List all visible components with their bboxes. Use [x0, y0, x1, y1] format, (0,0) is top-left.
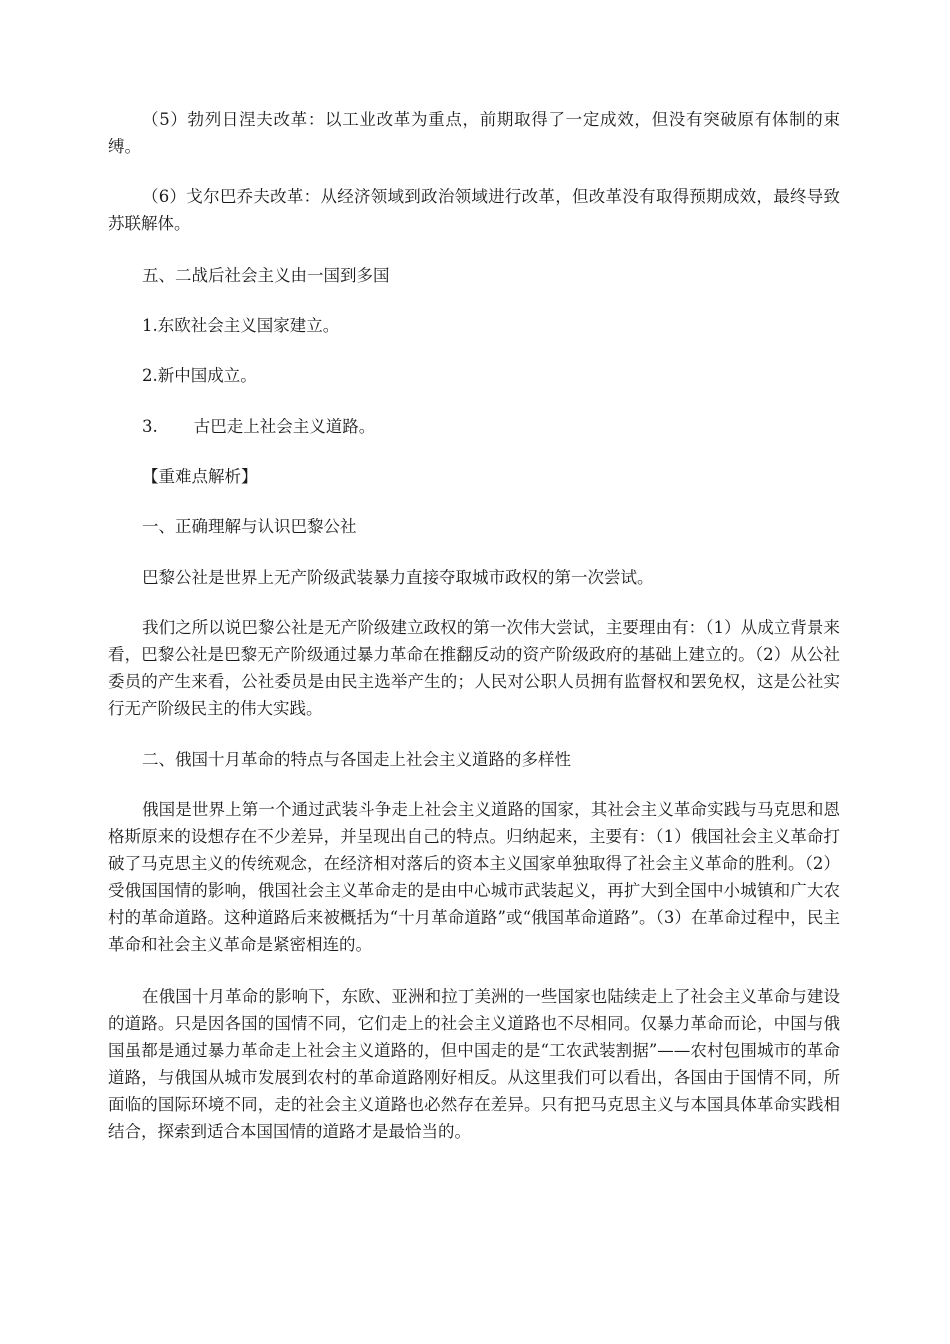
list-number: 3.: [142, 417, 158, 436]
list-item-new-china: 2.新中国成立。: [142, 366, 257, 385]
section-heading-one: 一、正确理解与认识巴黎公社: [142, 517, 357, 536]
list-item-eastern-europe: 1.东欧社会主义国家建立。: [142, 316, 340, 335]
list-item-cuba-text: 古巴走上社会主义道路。: [193, 417, 376, 436]
section-heading-five: 五、二战后社会主义由一国到多国: [142, 266, 390, 285]
paragraph-gorbachev-reform: （6）戈尔巴乔夫改革：从经济领域到政治领域进行改革，但改革没有取得预期成效，最终导致苏联解体。: [108, 187, 840, 233]
list-item-cuba: [142, 413, 840, 440]
paragraph-diverse-paths: 在俄国十月革命的影响下，东欧、亚洲和拉丁美洲的一些国家也陆续走上了社会主义革命与建设的道路。只是因各国的国情不同，它们走上的社会主义道路也不尽相同。仅暴力革命而论，中国与俄国虽都是通过暴力革命走上社会主义道路的，但中国走的是“工农武装割据”——农村包围城市的革命道路，与俄国从城市发展到农村的革命道路刚好相反。从这里我们可以看出，各国由于国情不同，所面临的国际环境不同，走的社会主义道路也必然存在差异。只有把马克思主义与本国具体革命实践相结合，探索到适合本国国情的道路才是最恰当的。: [108, 987, 840, 1141]
paragraph-paris-commune-reasons: 我们之所以说巴黎公社是无产阶级建立政权的第一次伟大尝试，主要理由有：（1）从成立背景来看，巴黎公社是巴黎无产阶级通过暴力革命在推翻反动的资产阶级政府的基础上建立的。（2）从公社委员的产生来看，公社委员是由民主选举产生的；人民对公职人员拥有监督权和罢免权，这是公社实行无产阶级民主的伟大实践。: [108, 618, 840, 718]
section-heading-two: 二、俄国十月革命的特点与各国走上社会主义道路的多样性: [142, 750, 571, 769]
paragraph-brezhnev-reform: （5）勃列日涅夫改革：以工业改革为重点，前期取得了一定成效，但没有突破原有体制的束缚。: [108, 110, 840, 156]
key-points-heading: 【重难点解析】: [142, 467, 258, 486]
paragraph-october-revolution: 俄国是世界上第一个通过武装斗争走上社会主义道路的国家，其社会主义革命实践与马克思和恩格斯原来的设想存在不少差异，并呈现出自己的特点。归纳起来，主要有：（1）俄国社会主义革命打破了马克思主义的传统观念，在经济相对落后的资本主义国家单独取得了社会主义革命的胜利。（2）受俄国国情的影响，俄国社会主义革命走的是由中心城市武装起义，再扩大到全国中小城镇和广大农村的革命道路。这种道路后来被概括为“十月革命道路”或“俄国革命道路”。（3）在革命过程中，民主革命和社会主义革命是紧密相连的。: [108, 800, 840, 954]
paragraph-paris-commune-intro: 巴黎公社是世界上无产阶级武装暴力直接夺取城市政权的第一次尝试。: [142, 568, 654, 587]
